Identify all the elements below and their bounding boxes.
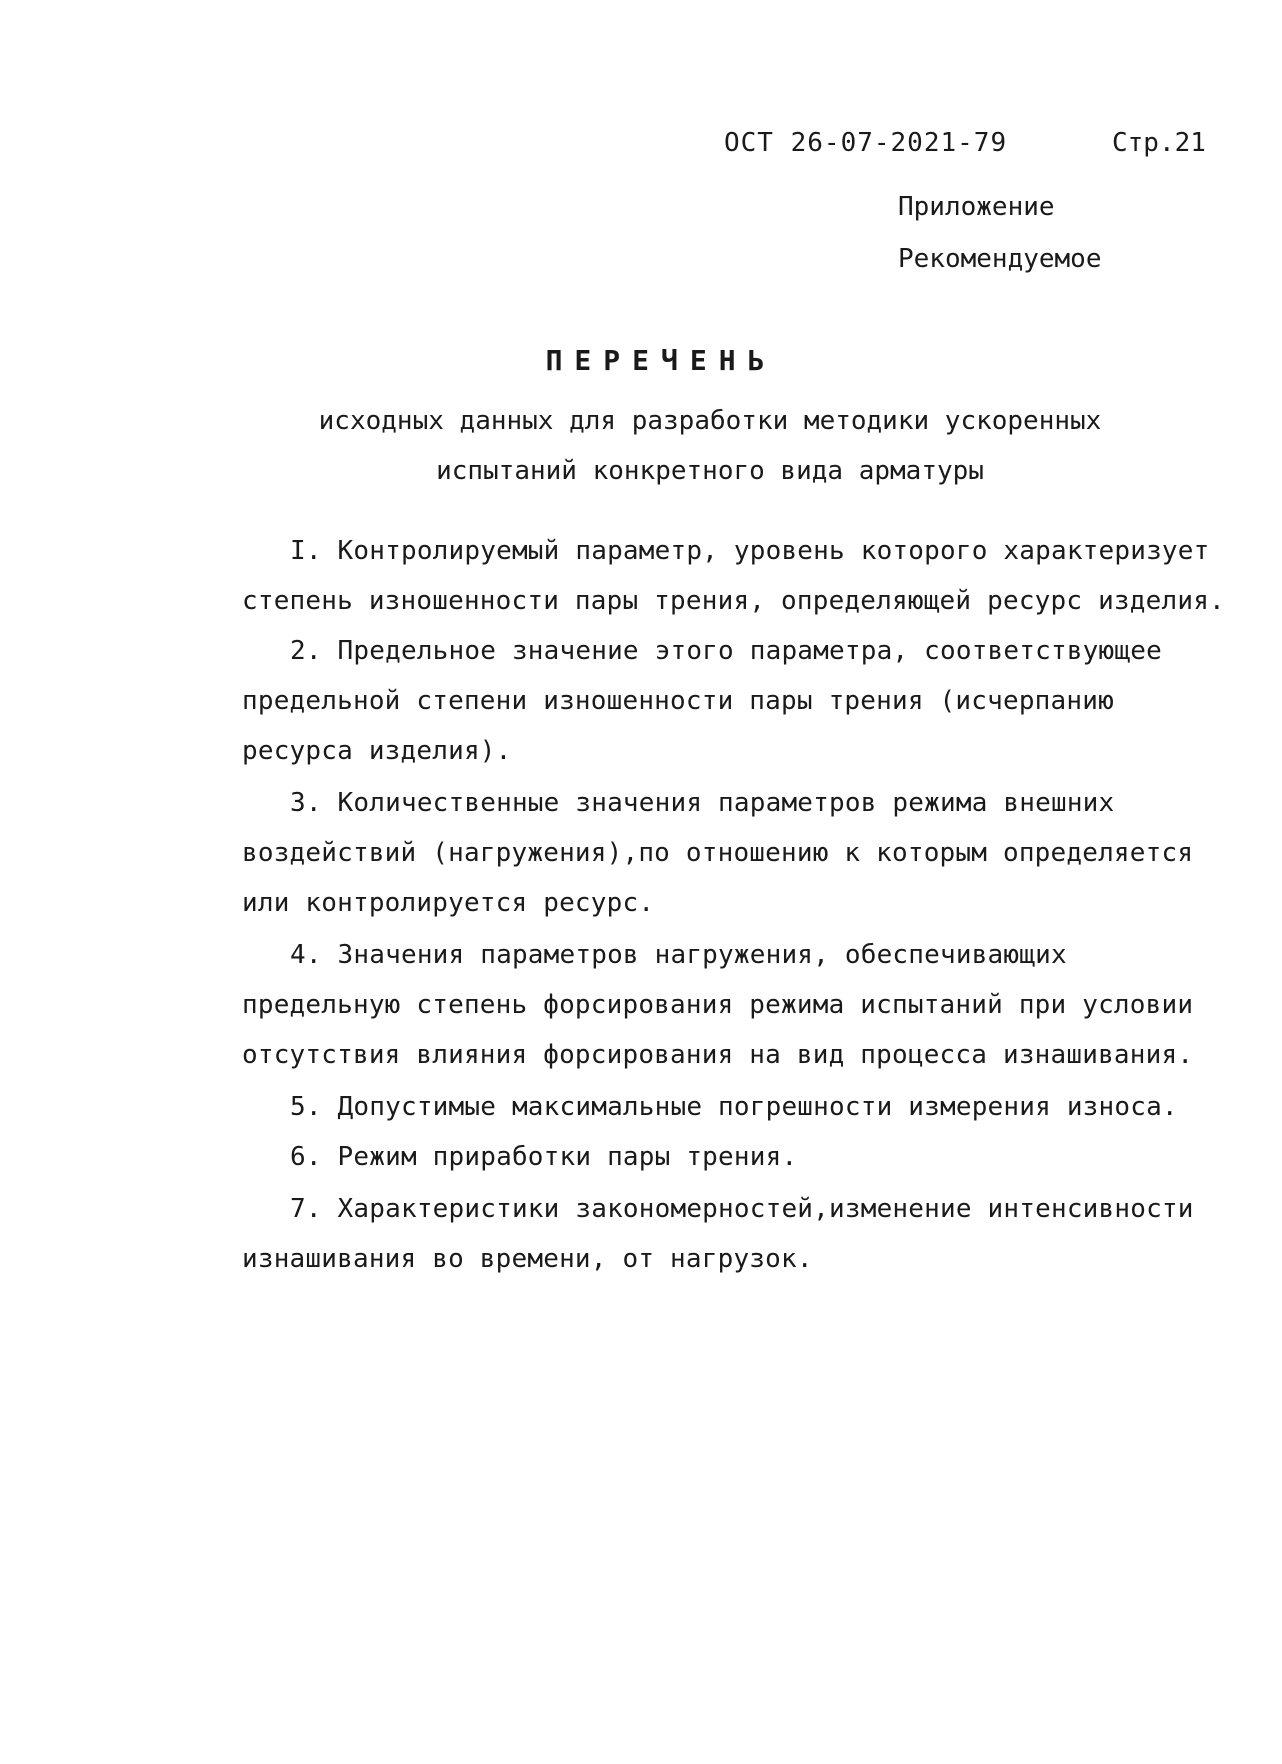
page-title: ПЕРЕЧЕНЬ bbox=[545, 344, 777, 377]
list-item-6: 6. Режим приработки пары трения. bbox=[290, 1142, 798, 1172]
list-item-1: I. Контролируемый параметр, уровень которого характеризует степень изношенности пары трения, определяющей ресурс изделия. bbox=[242, 536, 1225, 616]
subtitle-line-1: исходных данных для разработки методики ускоренных bbox=[318, 406, 1102, 436]
appendix-type: Рекомендуемое bbox=[898, 244, 1102, 274]
appendix-label: Приложение bbox=[898, 192, 1055, 222]
list-item-5: 5. Допустимые максимальные погрешности измерения износа. bbox=[290, 1092, 1178, 1122]
page-number: Стр.21 bbox=[1112, 128, 1206, 158]
list-item-4: 4. Значения параметров нагружения, обеспечивающих предельную степень форсирования режима испытаний при условии отсутствия влияния форсирования на вид процесса изнашивания. bbox=[242, 940, 1194, 1070]
page-subtitle bbox=[300, 396, 1120, 496]
list-item-2: 2. Предельное значение этого параметра, соответствующее предельной степени изношенности пары трения (исчерпанию ресурса изделия). bbox=[242, 636, 1162, 766]
document-number: ОСТ 26-07-2021-79 bbox=[724, 128, 1008, 158]
list-item-3: 3. Количественные значения параметров режима внешних воздействий (нагружения),по отношению к которым определяется или контролируется ресурс. bbox=[242, 788, 1194, 918]
subtitle-line-2: испытаний конкретного вида арматуры bbox=[436, 456, 984, 486]
list-item-7: 7. Характеристики закономерностей,изменение интенсивности изнашивания во времени, от нагрузок. bbox=[242, 1194, 1194, 1274]
